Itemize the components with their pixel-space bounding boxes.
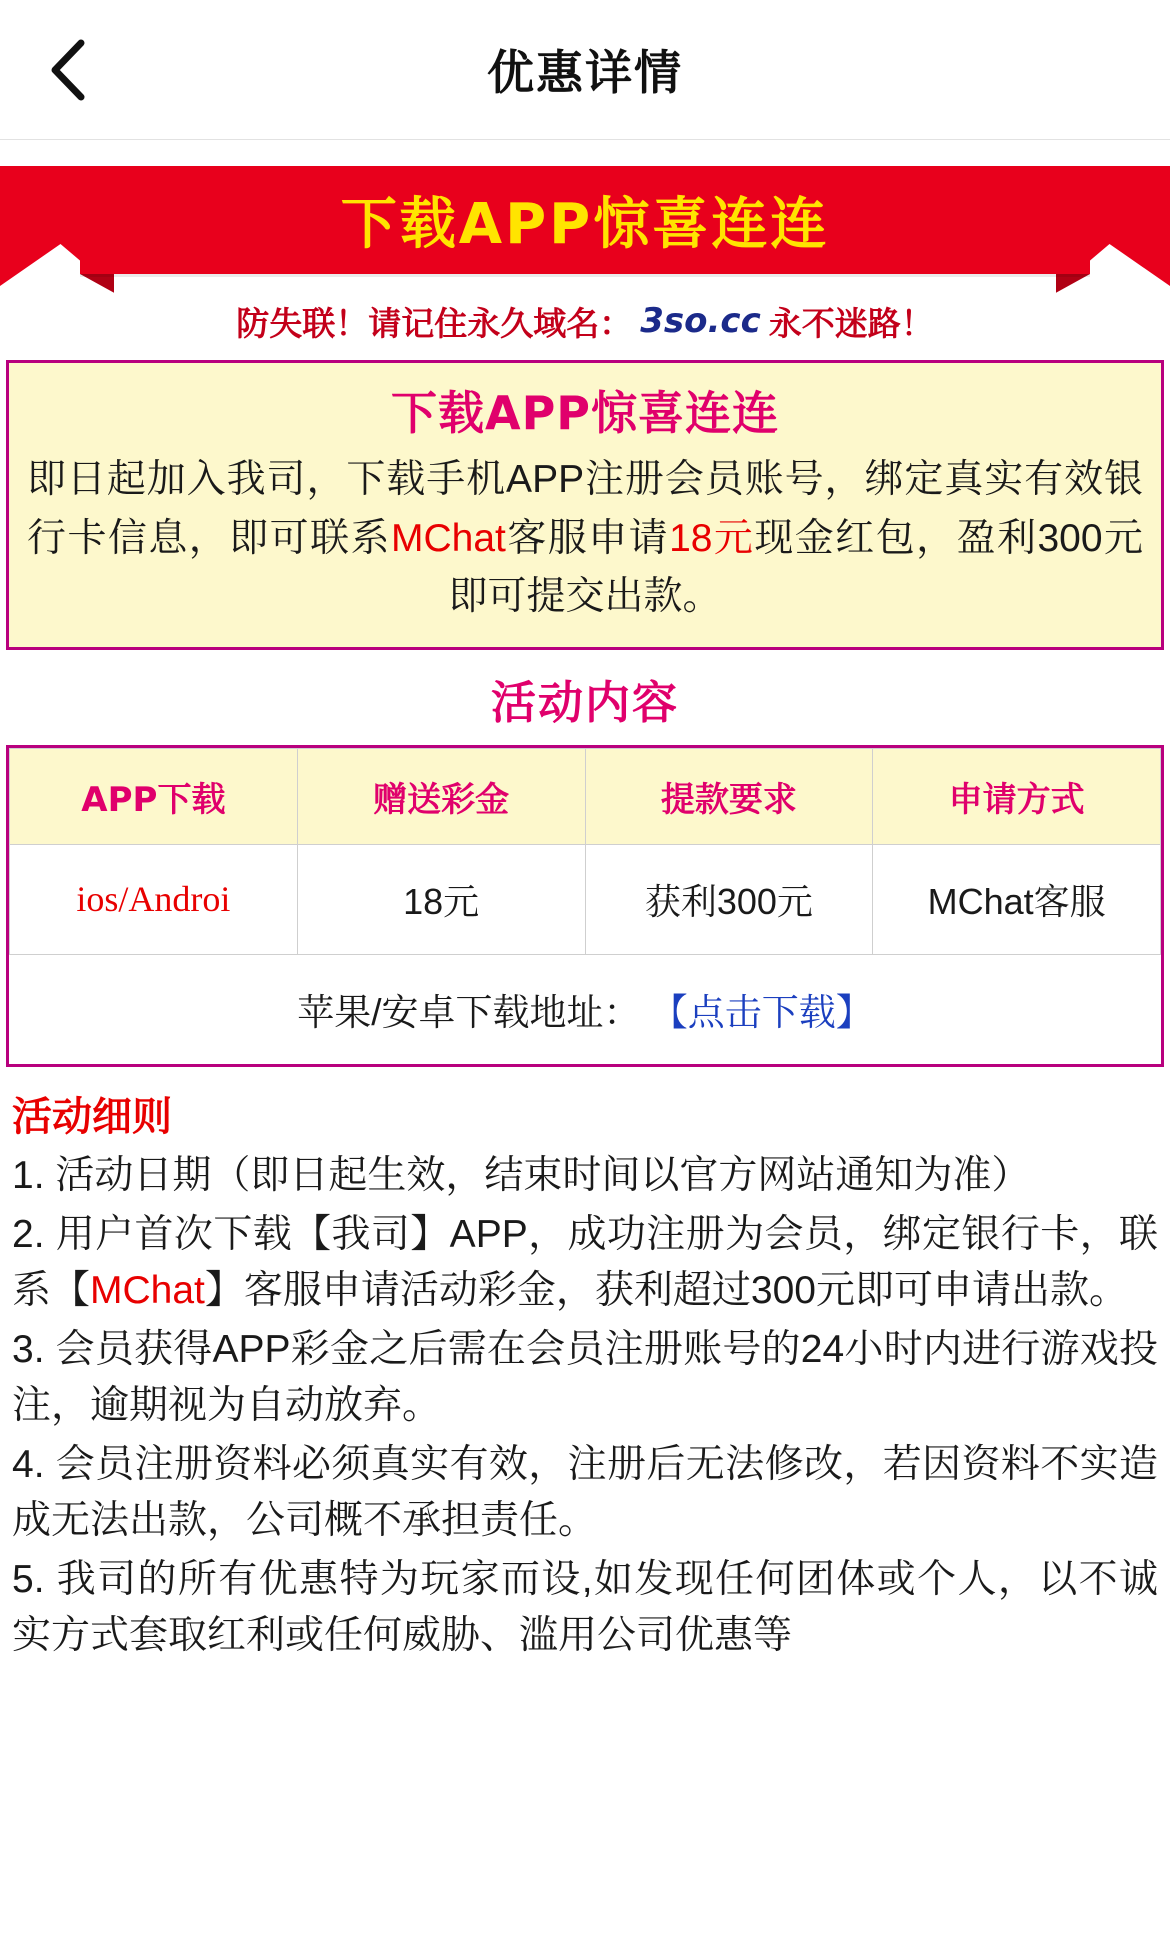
domain-suffix: 永不迷路！: [768, 304, 934, 342]
activity-section-title: 活动内容: [490, 675, 679, 729]
table-header-method: 申请方式: [873, 748, 1161, 844]
intro-box: [6, 360, 1164, 650]
intro-part3: 现金红包，盈利300元即可提交出款。: [448, 516, 1143, 618]
download-label: 苹果/安卓下载地址：: [297, 992, 641, 1034]
table-header-app: APP下载: [10, 748, 298, 844]
download-row: [10, 954, 1161, 1064]
banner-headline: 下载APP惊喜连连: [340, 192, 830, 257]
promo-banner: [0, 140, 1170, 360]
page-header: [0, 0, 1170, 140]
cell-platform: ios/Androi: [10, 844, 298, 954]
domain-notice: [0, 290, 1170, 352]
back-button[interactable]: [34, 35, 104, 105]
rules-title: 活动细则: [12, 1094, 172, 1140]
domain-name: 3so.cc: [640, 301, 761, 341]
cell-bonus: 18元: [297, 844, 585, 954]
rule-1-text: 1. 活动日期（即日起生效，结束时间以官方网站通知为准）: [12, 1154, 1031, 1197]
cell-method: MChat客服: [873, 844, 1161, 954]
download-link[interactable]: 【点击下载】: [650, 992, 873, 1034]
rule-2-pre: 2. 用户首次下载【我司】APP，成功注册为会员，绑定银行卡，联系【: [12, 1212, 1158, 1313]
rule-2-highlight: MChat: [90, 1269, 205, 1313]
rule-item: [12, 1322, 1158, 1435]
page-title: 优惠详情: [487, 46, 683, 99]
table-row: [10, 844, 1161, 954]
table-header-withdraw: 提款要求: [585, 748, 873, 844]
offer-table-wrap: [6, 745, 1164, 1068]
cell-withdraw: 获利300元: [585, 844, 873, 954]
offer-table: [9, 748, 1161, 1065]
table-footer-row: [10, 954, 1161, 1064]
table-header-bonus: 赠送彩金: [297, 748, 585, 844]
intro-part1: 即日起加入我司，下载手机APP注册会员账号，绑定真实有效银行卡信息，即可联系: [27, 458, 1143, 560]
rule-item: [12, 1207, 1158, 1320]
rule-4-text: 4. 会员注册资料必须真实有效，注册后无法修改，若因资料不实造成无法出款，公司概不承担责任。: [12, 1442, 1158, 1543]
rules-section: [0, 1067, 1170, 1707]
intro-highlight-mchat: MChat: [391, 516, 506, 560]
rule-item: [12, 1552, 1158, 1665]
rule-item: [12, 1148, 1158, 1205]
rule-5-text: 5. 我司的所有优惠特为玩家而设,如发现任何团体或个人，以不诚实方式套取红利或任何威胁、滥用公司优惠等: [12, 1557, 1158, 1658]
rule-3-text: 3. 会员获得APP彩金之后需在会员注册账号的24小时内进行游戏投注，逾期视为自动放弃。: [12, 1327, 1158, 1428]
ribbon-bar: [80, 166, 1090, 274]
rule-2-post: 】客服申请活动彩金，获利超过300元即可申请出款。: [204, 1269, 1128, 1313]
domain-prefix: 防失联！请记住永久域名：: [236, 304, 633, 342]
table-header-row: [10, 748, 1161, 844]
rule-item: [12, 1437, 1158, 1550]
chevron-left-icon: [47, 37, 91, 103]
intro-title: 下载APP惊喜连连: [390, 386, 780, 440]
intro-highlight-amount: 18元: [669, 516, 755, 560]
intro-part2: 客服申请: [505, 516, 670, 560]
intro-text: [27, 451, 1143, 627]
